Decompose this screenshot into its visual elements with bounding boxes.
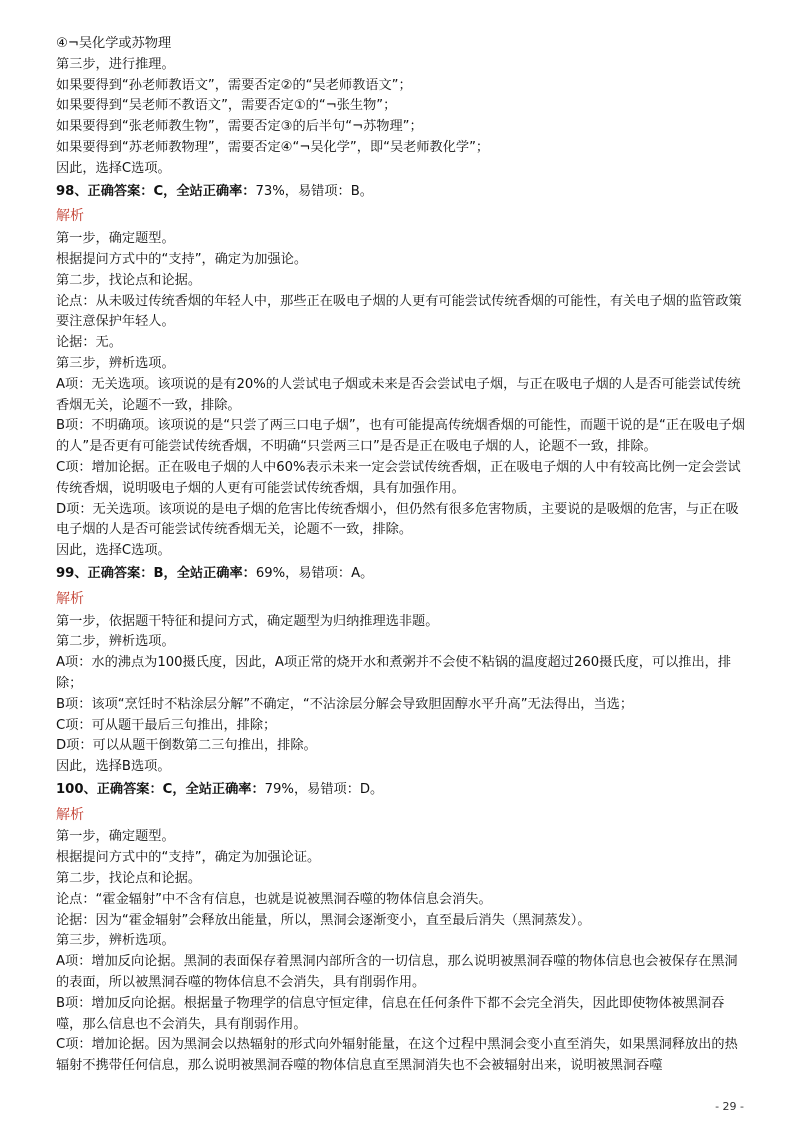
text-paragraph: B项：增加反向论据。根据量子物理学的信息守恒定律，信息在任何条件下都不会完全消失，因此即使物体被黑洞吞噬，那么信息也不会消失，具有削弱作用。 <box>56 995 725 1032</box>
text-line: 根据提问方式中的“支持”，确定为加强论证。 <box>56 850 321 866</box>
text-line: 因此，选择C选项。 <box>56 160 171 176</box>
text-line: 第二步，找论点和论据。 <box>56 272 202 288</box>
text-line: 因此，选择B选项。 <box>56 759 171 775</box>
text-paragraph: A项：水的沸点为100摄氏度，因此，A项正常的烧开水和煮粥并不会使不粘锅的温度超过260摄氏度，可以推出，排除； <box>56 655 732 691</box>
text-line: B项：该项“烹饪时不粘涂层分解”不确定，“不沾涂层分解会导致胆固醇水平升高”无法得出，当选； <box>56 696 634 712</box>
answer-heading-stat: 73%，易错项：B。 <box>255 183 373 199</box>
answer-heading-stat: 79%，易错项：D。 <box>264 781 384 797</box>
text-line: 论点：“霍金辐射”中不含有信息，也就是说被黑洞吞噬的物体信息会消失。 <box>56 891 492 907</box>
text-line: 第一步，依据题干特征和提问方式，确定题型为归纳推理选非题。 <box>56 613 439 629</box>
answer-heading-label: 100、正确答案：C，全站正确率： <box>56 781 265 797</box>
text-line: 第二步，辨析选项。 <box>56 634 175 650</box>
text-paragraph: A项：增加反向论据。黑洞的表面保存着黑洞内部所含的一切信息，那么说明被黑洞吞噬的物体信息也会被保存在黑洞的表面，所以被黑洞吞噬的物体信息不会消失，具有削弱作用。 <box>56 954 738 991</box>
answer-heading-label: 98、正确答案：C，全站正确率： <box>56 183 256 199</box>
text-paragraph: D项：无关选项。该项说的是电子烟的危害比传统香烟小，但仍然有很多危害物质，主要说的是吸烟的危害，与正在吸电子烟的人是否可能尝试传统香烟无关，论题不一致，排除。 <box>56 501 739 538</box>
text-line: 第二步，找论点和论据。 <box>56 871 202 887</box>
text-line: 第三步，进行推理。 <box>56 56 175 72</box>
text-line: 论据：无。 <box>56 335 122 351</box>
text-line: 如果要得到“孙老师教语文”，需要否定②的“吴老师教语文”； <box>56 77 412 93</box>
text-paragraph: C项：增加论据。正在吸电子烟的人中60%表示未来一定会尝试传统香烟，正在吸电子烟的人中有较高比例一定会尝试传统香烟，说明吸电子烟的人更有可能尝试传统香烟，具有加强作用。 <box>56 459 741 496</box>
text-line: 第一步，确定题型。 <box>56 829 175 845</box>
analysis-heading: 解析 <box>56 806 84 823</box>
text-line: 第三步，辨析选项。 <box>56 355 175 371</box>
text-paragraph: C项：增加论据。因为黑洞会以热辐射的形式向外辐射能量，在这个过程中黑洞会变小直至消失，如果黑洞释放出的热辐射不携带任何信息，那么说明被黑洞吞噬的物体信息直至黑洞消失也不会被辐射出来，说明被黑洞吞噬 <box>56 1037 738 1074</box>
text-line: 根据提问方式中的“支持”，确定为加强论。 <box>56 251 308 267</box>
answer-heading-label: 99、正确答案：B，全站正确率： <box>56 565 256 581</box>
text-paragraph: B项：不明确项。该项说的是“只尝了两三口电子烟”，也有可能提高传统烟香烟的可能性，而题干说的是“正在吸电子烟的人”是否更有可能尝试传统香烟，不明确“只尝两三口”是否是正在吸电子烟的人，论题不一致，排除。 <box>56 418 745 455</box>
answer-heading-100 <box>56 780 748 801</box>
text-line: 因此，选择C选项。 <box>56 543 171 559</box>
answer-heading-98 <box>56 182 748 203</box>
text-line: 第一步，确定题型。 <box>56 231 175 247</box>
document-page <box>56 34 748 1077</box>
answer-heading-99 <box>56 564 748 585</box>
text-line: D项：可以从题干倒数第二三句推出，排除。 <box>56 738 317 754</box>
text-line: 如果要得到“苏老师教物理”，需要否定④“¬吴化学”，即“吴老师教化学”； <box>56 139 490 155</box>
text-line: ④¬吴化学或苏物理 <box>56 36 172 51</box>
analysis-heading: 解析 <box>56 208 84 225</box>
answer-heading-stat: 69%，易错项：A。 <box>255 565 374 581</box>
page-number: - 29 - <box>715 1100 744 1113</box>
analysis-heading: 解析 <box>56 590 84 607</box>
text-line: 如果要得到“吴老师不教语文”，需要否定①的“¬张生物”； <box>56 98 397 114</box>
text-line: C项：可从题干最后三句推出，排除； <box>56 717 277 733</box>
text-line: 如果要得到“张老师教生物”，需要否定③的后半句“¬苏物理”； <box>56 119 423 135</box>
text-line: 第三步，辨析选项。 <box>56 933 175 949</box>
text-paragraph: A项：无关选项。该项说的是有20%的人尝试电子烟或未来是否会尝试电子烟，与正在吸电子烟的人是否可能尝试传统香烟无关，论题不一致，排除。 <box>56 376 741 413</box>
text-paragraph: 论点：从未吸过传统香烟的年轻人中，那些正在吸电子烟的人更有可能尝试传统香烟的可能性，有关电子烟的监管政策要注意保护年轻人。 <box>56 293 742 330</box>
text-line: 论据：因为“霍金辐射”会释放出能量，所以，黑洞会逐渐变小，直至最后消失（黑洞蒸发）。 <box>56 912 591 928</box>
